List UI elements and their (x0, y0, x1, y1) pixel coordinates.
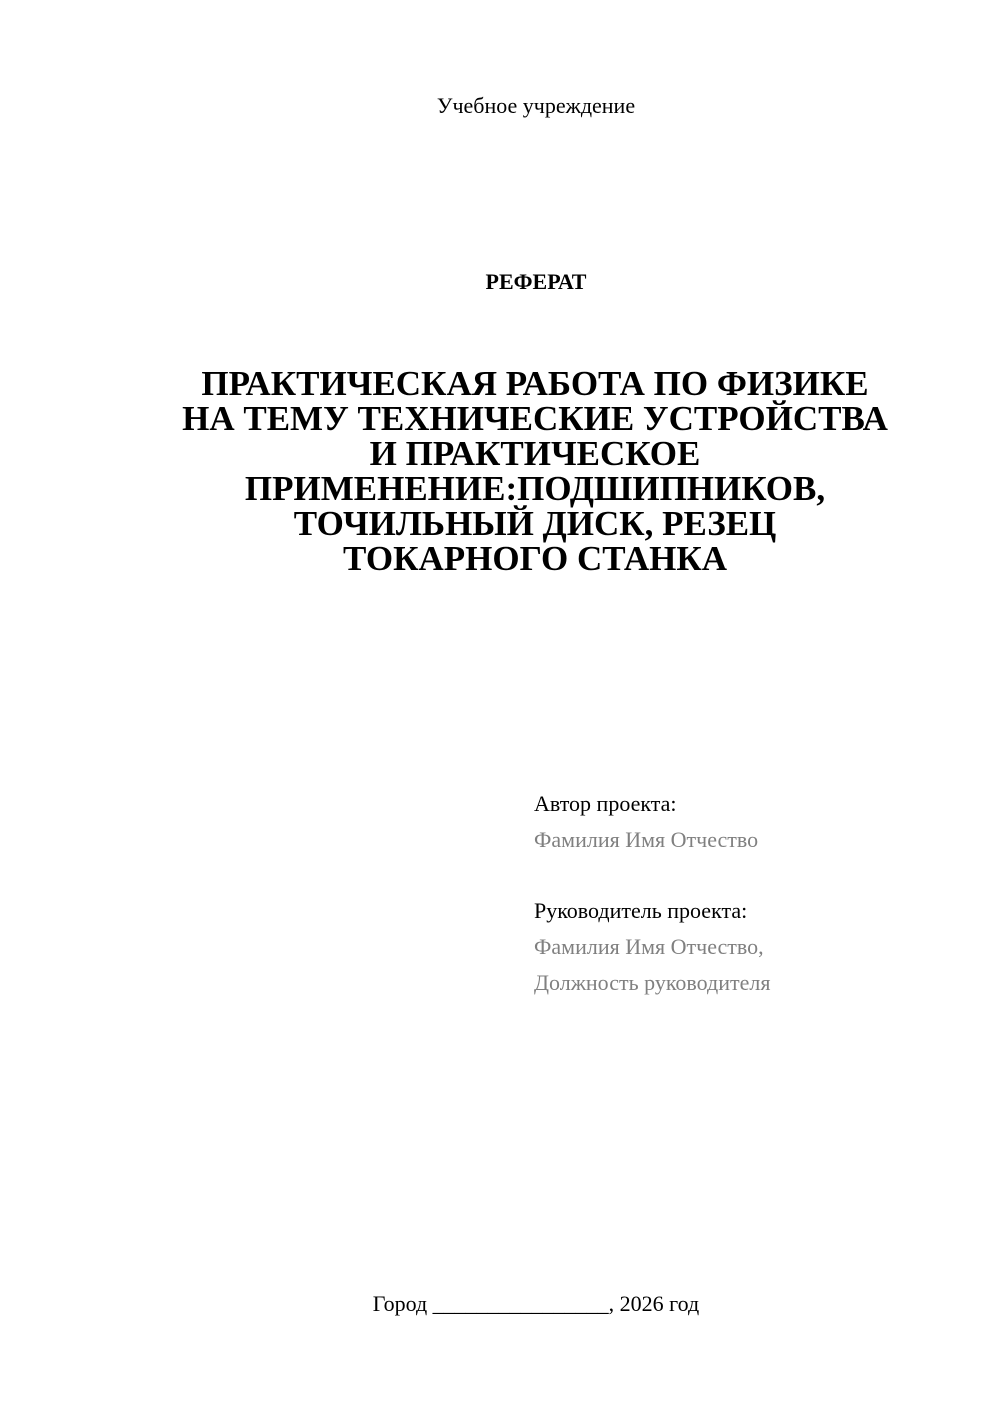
document-type: РЕФЕРАТ (485, 269, 587, 294)
title-line: ТОЧИЛЬНЫЙ ДИСК, РЕЗЕЦ (293, 504, 777, 543)
city-year-line: Город ________________, 2026 год (372, 1291, 700, 1316)
institution-name: Учебное учреждение (436, 93, 636, 118)
author-name: Фамилия Имя Отчество (534, 827, 759, 852)
supervisor-label: Руководитель проекта: (534, 898, 748, 923)
supervisor-block (534, 893, 974, 1001)
title-line: И ПРАКТИЧЕСКОЕ (369, 434, 701, 473)
title-line: ТОКАРНОГО СТАНКА (343, 539, 727, 578)
supervisor-name: Фамилия Имя Отчество, (534, 934, 764, 959)
author-block (534, 786, 974, 858)
title-line: ПРИМЕНЕНИЕ:ПОДШИПНИКОВ, (244, 469, 826, 508)
author-label: Автор проекта: (534, 791, 677, 816)
title-line: ПРАКТИЧЕСКАЯ РАБОТА ПО ФИЗИКЕ (201, 364, 869, 403)
supervisor-position: Должность руководителя (534, 970, 771, 995)
title-line: НА ТЕМУ ТЕХНИЧЕСКИЕ УСТРОЙСТВА (182, 399, 888, 438)
document-title (140, 366, 930, 576)
